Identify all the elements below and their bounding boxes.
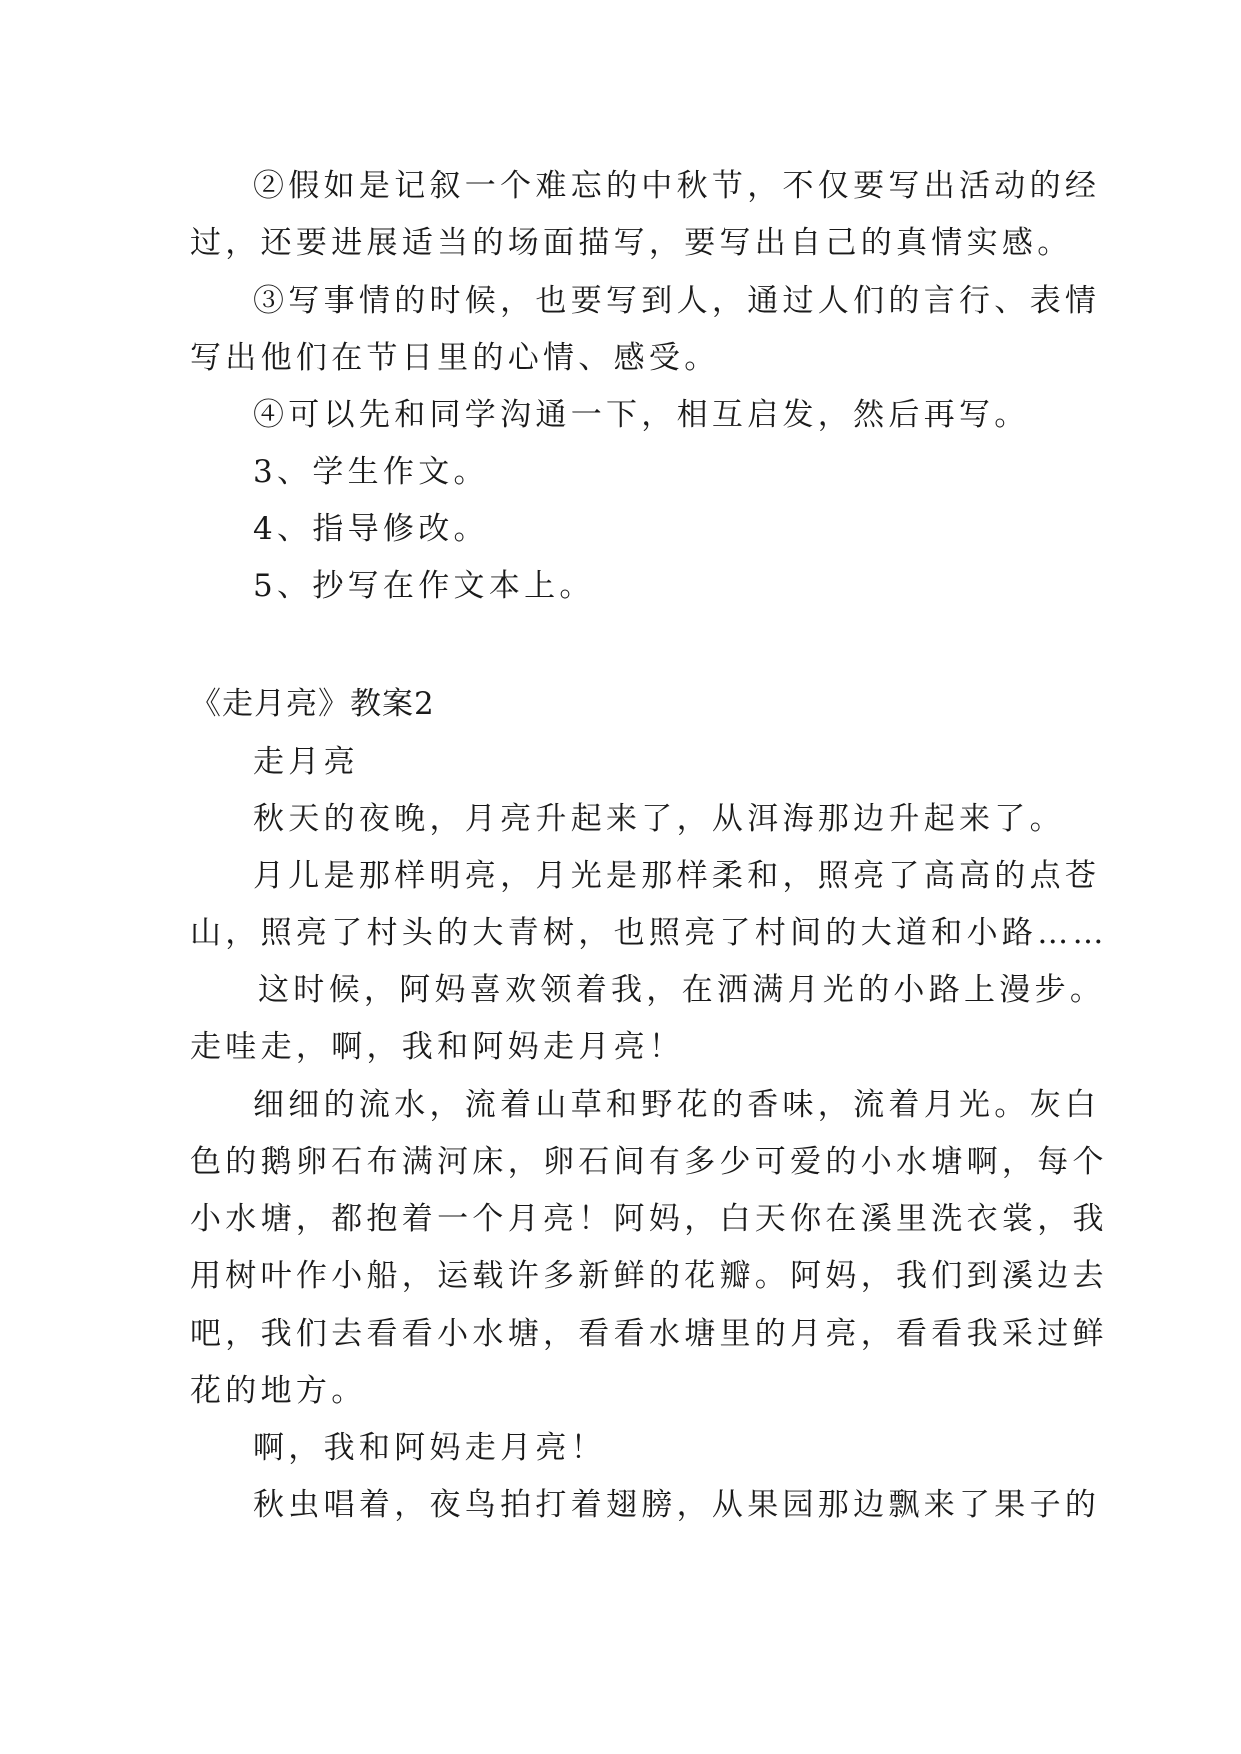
paragraph-line: 花的地方。 [190,1373,367,1409]
section-heading: 《走月亮》教案2 [190,686,435,722]
paragraph-line: 秋虫唱着，夜鸟拍打着翅膀，从果园那边飘来了果子的 [253,1487,1101,1523]
paragraph-line: 用树叶作小船，运载许多新鲜的花瓣。阿妈，我们到溪边去 [190,1258,1108,1294]
paragraph-line: 这时候，阿妈喜欢领着我，在洒满月光的小路上漫步。 [258,972,1106,1008]
paragraph-line: 细细的流水，流着山草和野花的香味，流着月光。灰白 [253,1087,1101,1123]
paragraph-line: 小水塘，都抱着一个月亮！阿妈，白天你在溪里洗衣裳，我 [190,1201,1108,1237]
paragraph-line: 山，照亮了村头的大青树，也照亮了村间的大道和小路…… [190,915,1108,951]
list-item: 4、指导修改。 [253,511,489,547]
list-item: 5、抄写在作文本上。 [253,568,595,604]
paragraph-line: ③写事情的时候，也要写到人，通过人们的言行、表情 [253,283,1101,319]
paragraph-line: 月儿是那样明亮，月光是那样柔和，照亮了高高的点苍 [253,858,1101,894]
paragraph-line: 写出他们在节日里的心情、感受。 [190,340,720,376]
paragraph-line: 秋天的夜晚，月亮升起来了，从洱海那边升起来了。 [253,801,1065,837]
paragraph-line: ②假如是记叙一个难忘的中秋节，不仅要写出活动的经 [253,168,1101,204]
paragraph-line: 走哇走，啊，我和阿妈走月亮！ [190,1029,685,1065]
paragraph-line: 吧，我们去看看小水塘，看看水塘里的月亮，看看我采过鲜 [190,1316,1108,1352]
poem-title: 走月亮 [253,744,359,780]
paragraph-line: ④可以先和同学沟通一下，相互启发，然后再写。 [253,397,1030,433]
paragraph-line: 啊，我和阿妈走月亮！ [253,1430,606,1466]
paragraph-line: 过，还要进展适当的场面描写，要写出自己的真情实感。 [190,225,1073,261]
paragraph-line: 色的鹅卵石布满河床，卵石间有多少可爱的小水塘啊，每个 [190,1144,1108,1180]
list-item: 3、学生作文。 [253,454,489,490]
